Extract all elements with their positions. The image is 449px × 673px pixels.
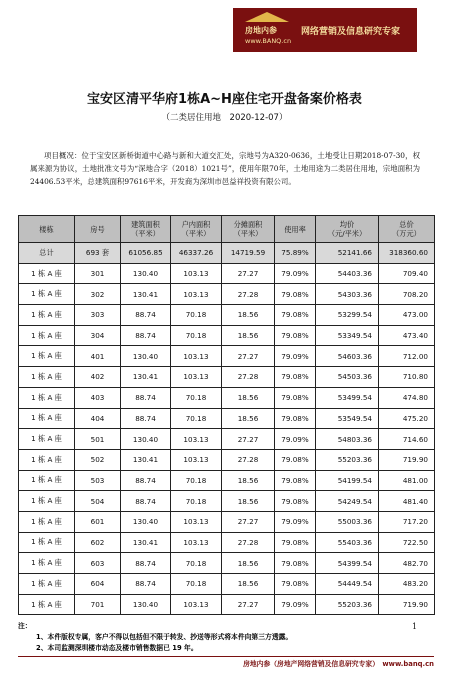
table-cell: 55003.36	[316, 511, 379, 532]
table-row	[19, 594, 435, 615]
table-cell: 54303.36	[316, 284, 379, 305]
table-cell: 79.08%	[275, 553, 316, 574]
table-cell: 53299.54	[316, 305, 379, 326]
banner-slogan: 网络营销及信息研究专家	[301, 27, 401, 37]
brand-banner	[233, 8, 417, 52]
note-item: 1、本件版权专属，客户不得以包括但不限于转发、抄送等形式将本件向第三方透露。	[36, 633, 293, 641]
table-cell: 710.80	[379, 367, 435, 388]
notes-section	[18, 621, 434, 654]
table-cell: 483.20	[379, 574, 435, 595]
table-cell: 302	[75, 284, 121, 305]
table-cell: 79.08%	[275, 408, 316, 429]
table-cell: 70.18	[171, 305, 222, 326]
table-cell: 481.40	[379, 491, 435, 512]
table-header-row	[19, 216, 435, 243]
table-cell: 55203.36	[316, 594, 379, 615]
table-row	[19, 532, 435, 553]
table-cell: 475.20	[379, 408, 435, 429]
table-cell: 130.40	[121, 429, 171, 450]
table-cell: 18.56	[222, 325, 275, 346]
table-cell: 473.40	[379, 325, 435, 346]
table-cell: 103.13	[171, 284, 222, 305]
note-item: 2、本司监测深圳楼市动态及楼市销售数据已 19 年。	[36, 644, 198, 652]
table-row	[19, 325, 435, 346]
table-cell: 701	[75, 594, 121, 615]
col-header-usage-rate: 使用率	[275, 216, 316, 243]
footer-divider	[18, 656, 434, 657]
table-cell: 103.13	[171, 367, 222, 388]
table-cell: 79.08%	[275, 387, 316, 408]
table-cell: 18.56	[222, 305, 275, 326]
table-cell: 604	[75, 574, 121, 595]
table-cell: 303	[75, 305, 121, 326]
table-cell: 482.70	[379, 553, 435, 574]
table-cell: 79.09%	[275, 346, 316, 367]
table-cell: 79.09%	[275, 594, 316, 615]
table-row	[19, 429, 435, 450]
total-cell: 75.89%	[275, 243, 316, 264]
total-cell: 总计	[19, 243, 75, 264]
table-row	[19, 346, 435, 367]
total-cell: 14719.59	[222, 243, 275, 264]
table-cell: 601	[75, 511, 121, 532]
table-cell: 103.13	[171, 532, 222, 553]
table-cell: 70.18	[171, 470, 222, 491]
table-cell: 502	[75, 449, 121, 470]
col-header-inner-area: 户内面积 （平米）	[171, 216, 222, 243]
table-cell: 103.13	[171, 429, 222, 450]
table-cell: 70.18	[171, 325, 222, 346]
col-header-building: 楼栋	[19, 216, 75, 243]
table-cell: 18.56	[222, 553, 275, 574]
table-cell: 27.28	[222, 532, 275, 553]
table-row	[19, 491, 435, 512]
table-cell: 79.08%	[275, 367, 316, 388]
table-cell: 70.18	[171, 408, 222, 429]
table-cell: 88.74	[121, 305, 171, 326]
table-cell: 54249.54	[316, 491, 379, 512]
table-cell: 1 栋 A 座	[19, 491, 75, 512]
table-cell: 79.09%	[275, 263, 316, 284]
col-header-gross-area: 建筑面积 （平米）	[121, 216, 171, 243]
table-cell: 27.28	[222, 449, 275, 470]
total-cell: 61056.85	[121, 243, 171, 264]
table-cell: 27.27	[222, 594, 275, 615]
table-cell: 70.18	[171, 553, 222, 574]
table-cell: 79.08%	[275, 284, 316, 305]
table-cell: 1 栋 A 座	[19, 325, 75, 346]
col-header-total-price: 总价 （万元）	[379, 216, 435, 243]
col-header-avg-price: 均价 （元/平米）	[316, 216, 379, 243]
table-cell: 301	[75, 263, 121, 284]
table-cell: 54199.54	[316, 470, 379, 491]
table-cell: 70.18	[171, 574, 222, 595]
table-row	[19, 553, 435, 574]
table-row	[19, 387, 435, 408]
table-cell: 103.13	[171, 449, 222, 470]
table-cell: 473.00	[379, 305, 435, 326]
table-cell: 1 栋 A 座	[19, 346, 75, 367]
table-cell: 1 栋 A 座	[19, 511, 75, 532]
table-cell: 55403.36	[316, 532, 379, 553]
table-cell: 1 栋 A 座	[19, 553, 75, 574]
table-cell: 79.08%	[275, 491, 316, 512]
table-cell: 403	[75, 387, 121, 408]
table-cell: 714.60	[379, 429, 435, 450]
table-cell: 79.08%	[275, 325, 316, 346]
logo-url: www.BANQ.cn	[245, 37, 292, 45]
table-cell: 401	[75, 346, 121, 367]
table-cell: 18.56	[222, 470, 275, 491]
table-cell: 88.74	[121, 387, 171, 408]
notes-header: 注：	[18, 622, 32, 630]
table-cell: 130.41	[121, 367, 171, 388]
table-cell: 130.41	[121, 284, 171, 305]
table-cell: 18.56	[222, 408, 275, 429]
table-cell: 79.08%	[275, 532, 316, 553]
table-cell: 18.56	[222, 574, 275, 595]
table-cell: 88.74	[121, 408, 171, 429]
table-cell: 54403.36	[316, 263, 379, 284]
table-cell: 501	[75, 429, 121, 450]
col-header-shared-area: 分摊面积 （平米）	[222, 216, 275, 243]
total-cell: 46337.26	[171, 243, 222, 264]
table-cell: 304	[75, 325, 121, 346]
table-cell: 55203.36	[316, 449, 379, 470]
logo-name: 房地内参	[245, 25, 277, 35]
total-cell: 52141.66	[316, 243, 379, 264]
table-cell: 18.56	[222, 387, 275, 408]
page-title: 宝安区清平华府1栋A~H座住宅开盘备案价格表	[87, 92, 362, 107]
col-header-room: 房号	[75, 216, 121, 243]
table-cell: 27.27	[222, 263, 275, 284]
table-cell: 79.08%	[275, 305, 316, 326]
table-cell: 603	[75, 553, 121, 574]
table-cell: 88.74	[121, 470, 171, 491]
table-cell: 53549.54	[316, 408, 379, 429]
table-cell: 79.09%	[275, 429, 316, 450]
table-cell: 103.13	[171, 594, 222, 615]
table-cell: 474.80	[379, 387, 435, 408]
table-cell: 54503.36	[316, 367, 379, 388]
table-row	[19, 470, 435, 491]
table-cell: 1 栋 A 座	[19, 574, 75, 595]
table-cell: 709.40	[379, 263, 435, 284]
total-cell: 693 套	[75, 243, 121, 264]
table-cell: 1 栋 A 座	[19, 594, 75, 615]
brand-logo	[237, 12, 297, 48]
table-row	[19, 263, 435, 284]
table-cell: 88.74	[121, 553, 171, 574]
table-row	[19, 449, 435, 470]
table-row	[19, 511, 435, 532]
table-cell: 1 栋 A 座	[19, 408, 75, 429]
table-cell: 1 栋 A 座	[19, 305, 75, 326]
table-row	[19, 367, 435, 388]
table-cell: 54449.54	[316, 574, 379, 595]
table-row	[19, 574, 435, 595]
table-cell: 79.08%	[275, 574, 316, 595]
table-row	[19, 408, 435, 429]
project-overview: 项目概况：位于宝安区新桥街道中心路与新和大道交汇处，宗地号为A320-0636，土地受让日期2018-07-30，权属来源为协议，土地批准文号为“深地合字（2018）1021号”，使用年限70年，土地用途为二类居住用地，宗地面积为24406.53平米，总建筑面积97616平米，开发商为深圳市邑益祥投资有限公司。	[30, 151, 420, 186]
table-cell: 719.90	[379, 594, 435, 615]
table-cell: 130.41	[121, 449, 171, 470]
table-cell: 130.40	[121, 594, 171, 615]
house-roof-icon	[245, 12, 289, 22]
table-cell: 708.20	[379, 284, 435, 305]
table-cell: 719.90	[379, 449, 435, 470]
table-cell: 18.56	[222, 491, 275, 512]
table-cell: 722.50	[379, 532, 435, 553]
footer-text: 房地内参（房地产网络营销及信息研究专家） www.banq.cn	[243, 660, 434, 668]
table-cell: 70.18	[171, 491, 222, 512]
table-cell: 79.09%	[275, 511, 316, 532]
table-cell: 1 栋 A 座	[19, 263, 75, 284]
table-cell: 402	[75, 367, 121, 388]
table-cell: 1 栋 A 座	[19, 449, 75, 470]
table-cell: 717.20	[379, 511, 435, 532]
table-cell: 27.28	[222, 367, 275, 388]
table-cell: 1 栋 A 座	[19, 470, 75, 491]
table-cell: 70.18	[171, 387, 222, 408]
table-cell: 54399.54	[316, 553, 379, 574]
table-cell: 481.00	[379, 470, 435, 491]
table-cell: 88.74	[121, 325, 171, 346]
table-cell: 404	[75, 408, 121, 429]
table-cell: 79.08%	[275, 449, 316, 470]
table-cell: 103.13	[171, 263, 222, 284]
table-cell: 103.13	[171, 511, 222, 532]
table-cell: 503	[75, 470, 121, 491]
table-cell: 130.40	[121, 511, 171, 532]
table-cell: 27.27	[222, 429, 275, 450]
page-number: 1	[412, 622, 418, 631]
price-table	[18, 215, 435, 615]
table-cell: 53499.54	[316, 387, 379, 408]
table-cell: 130.40	[121, 263, 171, 284]
table-cell: 1 栋 A 座	[19, 429, 75, 450]
table-row	[19, 305, 435, 326]
table-cell: 88.74	[121, 491, 171, 512]
table-cell: 602	[75, 532, 121, 553]
table-cell: 54603.36	[316, 346, 379, 367]
table-cell: 103.13	[171, 346, 222, 367]
table-cell: 1 栋 A 座	[19, 387, 75, 408]
page-subtitle: （二类居住用地 2020-12-07）	[161, 113, 288, 123]
table-cell: 504	[75, 491, 121, 512]
table-cell: 130.40	[121, 346, 171, 367]
table-row	[19, 284, 435, 305]
table-total-row	[19, 243, 435, 264]
table-cell: 54803.36	[316, 429, 379, 450]
table-cell: 1 栋 A 座	[19, 367, 75, 388]
table-cell: 712.00	[379, 346, 435, 367]
table-cell: 27.27	[222, 511, 275, 532]
table-cell: 27.28	[222, 284, 275, 305]
table-cell: 27.27	[222, 346, 275, 367]
table-cell: 1 栋 A 座	[19, 284, 75, 305]
table-cell: 88.74	[121, 574, 171, 595]
table-cell: 130.41	[121, 532, 171, 553]
table-cell: 53349.54	[316, 325, 379, 346]
table-cell: 79.08%	[275, 470, 316, 491]
table-cell: 1 栋 A 座	[19, 532, 75, 553]
total-cell: 318360.60	[379, 243, 435, 264]
